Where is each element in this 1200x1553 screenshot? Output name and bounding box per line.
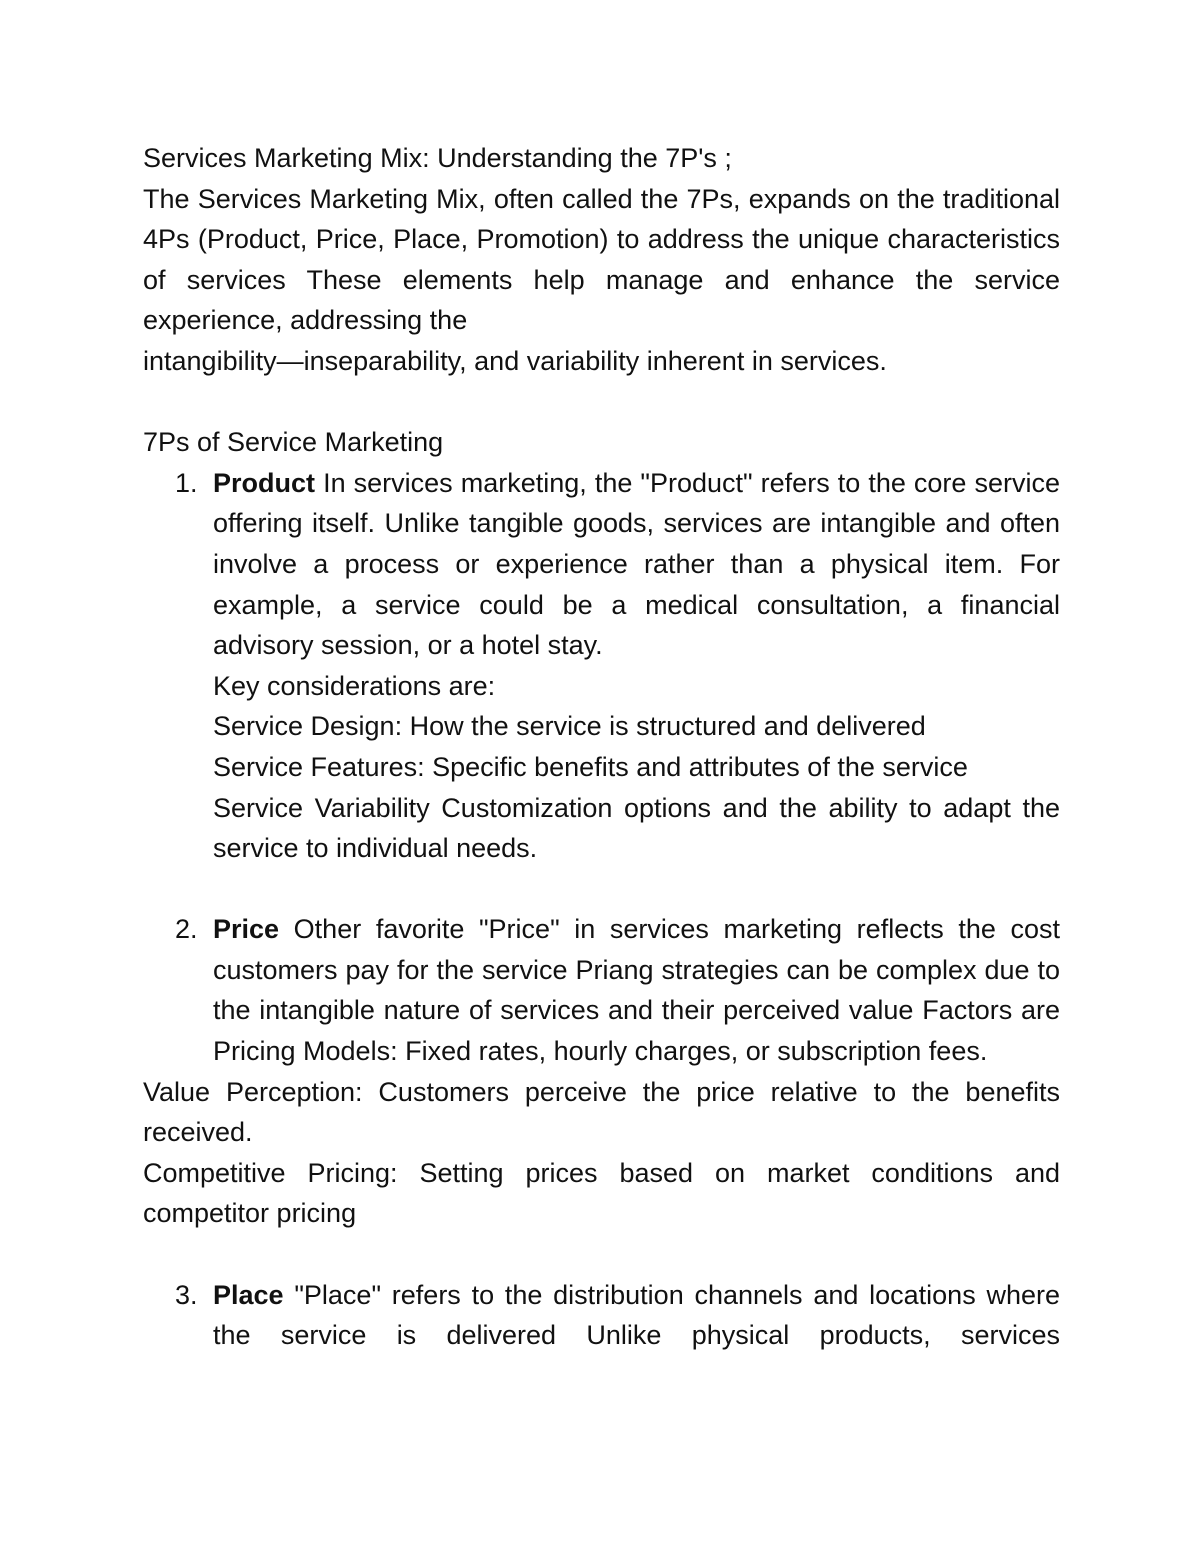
document-title: Services Marketing Mix: Understanding the 7P's ; (143, 143, 732, 173)
section-heading: 7Ps of Service Marketing (143, 427, 444, 458)
list-item-body: In services marketing, the "Product" refers to the core service offering itself. Unlike tangible goods, services are intangible and often involve a process or experience rather than a physical item. For example, a service could be a medical consultation, a financial advisory session, or a hotel stay. (213, 467, 1060, 661)
spacer (143, 869, 1060, 910)
list-item-term: Price (213, 914, 280, 945)
list-item-number: 3. (175, 1279, 198, 1310)
list-item-number: 2. (175, 914, 198, 945)
list-item-body: Other favorite "Price" in services marketing reflects the cost customers pay for the service Priang strategies can be complex due to the intangible nature of services and their perceived value Factors are Pricing Models: Fixed rates, hourly charges, or subscription fees. (213, 914, 1060, 1067)
list-item-line: Service Variability Customization options and the ability to adapt the service to individual needs. (213, 792, 1060, 864)
list-item-line: Key considerations are: (213, 670, 496, 701)
list-item-term: Place (213, 1279, 284, 1310)
list-item-product (143, 463, 1060, 869)
document-page (143, 138, 1060, 1356)
list-item-paragraph (213, 909, 1060, 1071)
spacer (143, 1234, 1060, 1275)
list-item-paragraph (213, 463, 1060, 666)
list-item-line: Service Features: Specific benefits and attributes of the service (213, 751, 968, 782)
list-item-term: Product (213, 467, 316, 498)
list-item-place (143, 1275, 1060, 1356)
intro-paragraph-last-line: intangibility—inseparability, and variability inherent in services. (143, 345, 887, 376)
list-item-number: 1. (175, 467, 198, 498)
list-item-paragraph (213, 1275, 1060, 1356)
list-item-body: "Place" refers to the distribution channels and locations where the service is delivered Unlike physical products, services (213, 1279, 1060, 1351)
price-note: Competitive Pricing: Setting prices based on market conditions and competitor pricing (143, 1157, 1060, 1229)
list-item-price (143, 909, 1060, 1071)
list-item-line: Service Design: How the service is structured and delivered (213, 711, 926, 742)
spacer (143, 382, 1060, 423)
price-note: Value Perception: Customers perceive the price relative to the benefits received. (143, 1076, 1060, 1148)
intro-paragraph: The Services Marketing Mix, often called the 7Ps, expands on the traditional 4Ps (Product, Price, Place, Promotion) to address the unique characteristics of services These elements help manage and enhance the service experience, addressing the (143, 183, 1060, 336)
